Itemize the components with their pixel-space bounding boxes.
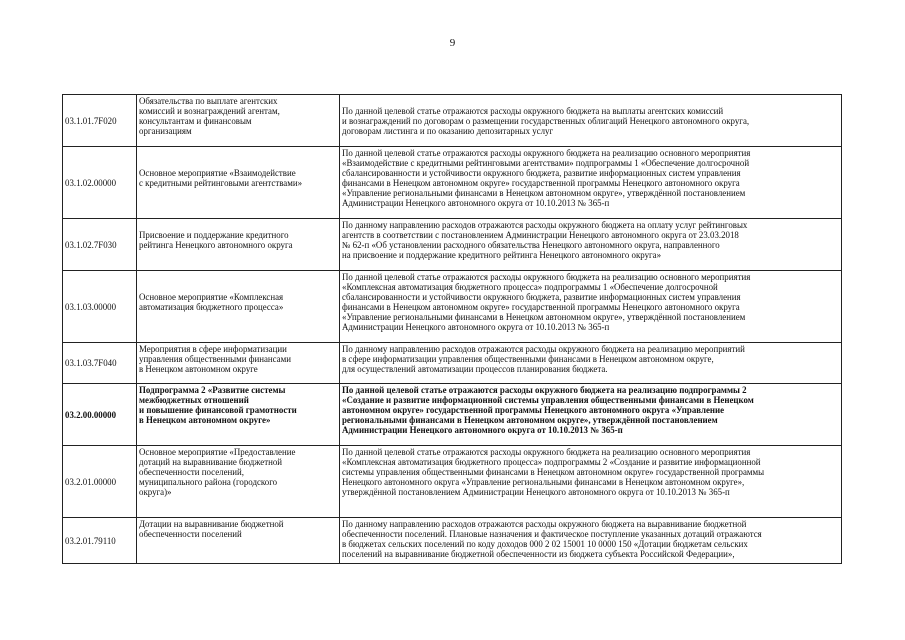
description-line: Ненецкого автономного округа «Управление региональными финансами в Ненецком автономном округе», (342, 477, 745, 487)
item-name-line: с кредитными рейтинговыми агентствами» (139, 178, 303, 188)
target-code-cell: 03.1.01.7F020 (63, 95, 137, 147)
description-cell (340, 95, 842, 147)
item-name-line: в Ненецком автономном округе (139, 364, 258, 374)
item-name-line: Обязательства по выплате агентских (139, 96, 278, 106)
item-name-line (139, 220, 337, 230)
table-row (63, 384, 842, 446)
item-name-line: Основное мероприятие «Взаимодействие (139, 168, 296, 178)
description-cell (340, 147, 842, 219)
item-name-cell (137, 343, 340, 384)
item-name-line: дотаций на выравнивание бюджетной (139, 457, 283, 467)
item-name-line: Мероприятия в сфере информатизации (139, 344, 287, 354)
table-row (63, 518, 842, 564)
description-line (342, 96, 839, 106)
description-line: «Управление региональными финансами в Ненецком автономном округе», утверждённой постановлением (342, 188, 746, 198)
item-name-cell (137, 518, 340, 564)
description-line: По данной целевой статье отражаются расходы окружного бюджета на реализацию основного мероприятия (342, 447, 751, 457)
target-code-cell: 03.1.02.7F030 (63, 219, 137, 271)
description-line: сбалансированности и устойчивости окружного бюджета, развитие информационных систем управления (342, 292, 741, 302)
item-name-line: Дотации на выравнивание бюджетной (139, 519, 284, 529)
description-line: для осуществлений автоматизации процессов планирования бюджета. (342, 364, 608, 374)
table-row (63, 446, 842, 518)
description-line: системы управления общественными финансами в Ненецком автономном округе» государственной программы (342, 467, 765, 477)
description-cell (340, 219, 842, 271)
target-code-cell: 03.2.01.79110 (63, 518, 137, 564)
description-cell (340, 343, 842, 384)
description-line: договорам листинга и по оказанию депозитарных услуг (342, 126, 554, 136)
table-row (63, 95, 842, 147)
description-line: региональными финансами в Ненецком автономном округе», утверждённой постановлением (342, 415, 718, 425)
description-line: «Комплексная автоматизация бюджетного процесса» подпрограммы 1 «Обеспечение долгосрочной (342, 282, 718, 292)
item-name-cell (137, 271, 340, 343)
description-line: «Управление региональными финансами в Ненецком автономном округе», утверждённой постановлением (342, 312, 746, 322)
description-line: автономном округе» государственной программы Ненецкого автономного округа «Управление (342, 405, 725, 415)
table-row (63, 271, 842, 343)
description-line: Администрации Ненецкого автономного округа от 10.10.2013 № 365-п (342, 198, 610, 208)
item-name-cell (137, 384, 340, 446)
item-name-line: Основное мероприятие «Комплексная (139, 292, 284, 302)
item-name-line: управления общественными финансами (139, 354, 291, 364)
description-line: утверждённой постановлением Администрации Ненецкого автономного округа от 10.10.2013 № 365-п (342, 487, 730, 497)
description-line: По данному направлению расходов отражаются расходы окружного бюджета на выравнивание бюджетной (342, 519, 747, 529)
item-name-line: округа)» (139, 487, 172, 497)
item-name-line: обеспеченности поселений, (139, 467, 244, 477)
description-line: на присвоение и поддержание кредитного рейтинга Ненецкого автономного округа» (342, 250, 662, 260)
description-line: поселений на выравнивание бюджетной обеспеченности из бюджета субъекта Российской Федерации», (342, 549, 735, 559)
page-number: 9 (449, 37, 456, 49)
table-row (63, 219, 842, 271)
description-line: сбалансированности и устойчивости окружного бюджета, развитие информационных систем управления (342, 168, 741, 178)
item-name-line: Подпрограмма 2 «Развитие системы (139, 385, 286, 395)
target-code-cell: 03.1.02.00000 (63, 147, 137, 219)
target-code-cell: 03.1.03.00000 (63, 271, 137, 343)
table-row (63, 343, 842, 384)
item-name-line: организациям (139, 126, 192, 136)
item-name-line: Основное мероприятие «Предоставление (139, 447, 296, 457)
item-name-line: и повышение финансовой грамотности (139, 405, 297, 415)
item-name-line (139, 148, 337, 158)
description-line: По данному направлению расходов отражаются расходы окружного бюджета на оплату услуг рейтинговых (342, 220, 748, 230)
description-cell (340, 446, 842, 518)
description-line: По данной целевой статье отражаются расходы окружного бюджета на выплаты агентских комиссий (342, 106, 724, 116)
description-line: «Комплексная автоматизация бюджетного процесса» подпрограммы 2 «Создание и развитие информационной (342, 457, 761, 467)
description-line: По данному направлению расходов отражаются расходы окружного бюджета на реализацию мероприятий (342, 344, 745, 354)
target-code-cell: 03.2.01.00000 (63, 446, 137, 518)
target-code-cell: 03.1.03.7F040 (63, 343, 137, 384)
item-name-line: рейтинга Ненецкого автономного округа (139, 240, 293, 250)
description-line: По данной целевой статье отражаются расходы окружного бюджета на реализацию подпрограммы 2 (342, 385, 747, 395)
item-name-cell (137, 95, 340, 147)
description-cell (340, 518, 842, 564)
description-line: и вознаграждений по договорам о размещении государственных облигаций Ненецкого автономного округа, (342, 116, 750, 126)
table-row (63, 147, 842, 219)
item-name-line: в Ненецком автономном округе» (139, 415, 271, 425)
item-name-line: муниципального района (городского (139, 477, 278, 487)
description-line: в сфере информатизации управления общественными финансами в Ненецком автономном округе, (342, 354, 714, 364)
item-name-line: консультантам и финансовым (139, 116, 252, 126)
item-name-line (139, 272, 337, 282)
description-cell (340, 271, 842, 343)
description-line: По данной целевой статье отражаются расходы окружного бюджета на реализацию основного мероприятия (342, 272, 751, 282)
description-cell (340, 384, 842, 446)
budget-classification-table (62, 94, 842, 564)
item-name-cell (137, 446, 340, 518)
description-line: обеспеченности поселений. Плановые назначения и фактическое поступление указанных дотаций отражаются (342, 529, 762, 539)
description-line: № 62-п «Об установлении расходного обязательства Ненецкого автономного округа, направленного (342, 240, 720, 250)
target-code-cell: 03.2.00.00000 (63, 384, 137, 446)
item-name-line: Присвоение и поддержание кредитного (139, 230, 289, 240)
description-line: финансами в Ненецком автономном округе» государственной программы Ненецкого автономного округа (342, 178, 740, 188)
item-name-line: автоматизация бюджетного процесса» (139, 302, 284, 312)
item-name-line: межбюджетных отношений (139, 395, 249, 405)
description-line: По данной целевой статье отражаются расходы окружного бюджета на реализацию основного мероприятия (342, 148, 751, 158)
item-name-line (139, 158, 337, 168)
description-line: финансами в Ненецком автономном округе» государственной программы Ненецкого автономного округа (342, 302, 740, 312)
description-line: Администрации Ненецкого автономного округа от 10.10.2013 № 365-п (342, 425, 623, 435)
description-line: Администрации Ненецкого автономного округа от 10.10.2013 № 365-п (342, 322, 610, 332)
description-line: «Создание и развитие информационной системы управления общественными финансами в Ненецком (342, 395, 754, 405)
item-name-cell (137, 147, 340, 219)
item-name-cell (137, 219, 340, 271)
item-name-line (139, 282, 337, 292)
description-line: агентств в соответствии с постановлением Администрации Ненецкого автономного округа от 23.03.2018 (342, 230, 739, 240)
item-name-line: комиссий и вознаграждений агентам, (139, 106, 280, 116)
item-name-line: обеспеченности поселений (139, 529, 242, 539)
description-line: в бюджетах сельских поселений по коду доходов 000 2 02 15001 10 0000 150 «Дотации бюджетам сельских (342, 539, 748, 549)
description-line: «Взаимодействие с кредитными рейтинговыми агентствами» подпрограммы 1 «Обеспечение долгосрочной (342, 158, 750, 168)
